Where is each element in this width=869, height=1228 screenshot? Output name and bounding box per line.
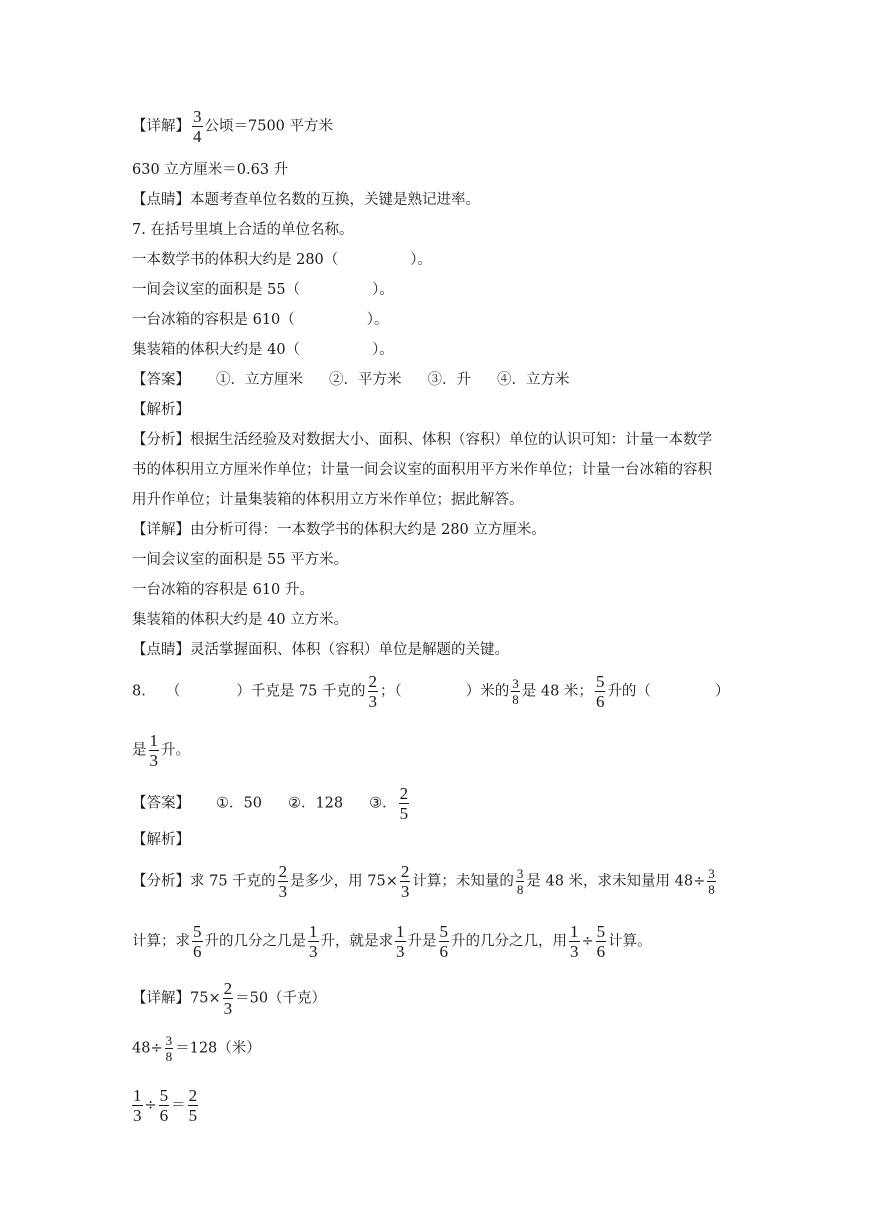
q8-xiangjie-1: 【详解】75× $\frac{2}{3}$ ＝50（千克） [132,979,327,1018]
q7-xiangjie-3: 一台冰箱的容积是 610 升。 [132,582,314,598]
q8-question-line-1: 8. （ ）千克是 75 千克的 $\frac{2}{3}$ ；（ ）米的 $\frac{3}{8}$ 是 48 米； $\frac{5}{6}$ 升的（ ） [132,672,730,711]
q7-item-2: 一间会议室的面积是 55（ ）。 [132,282,394,298]
q8-answer: 【答案】 ①．50 ②．128 ③． $\frac{2}{5}$ [132,784,409,823]
q7-item-3: 一台冰箱的容积是 610（ ）。 [132,312,389,328]
q8-fenxi-line-2: 计算；求 $\frac{5}{6}$ 升的几分之几是 $\frac{1}{3}$ 升，就是求 $\frac{1}{3}$ 升是 $\frac{5}{6}$ 升的几分之几，用 $\frac{1}{3}$ ÷ $\frac{5}{6}$ 计算。 [132,922,652,961]
q7-jiexi: 【解析】 [132,402,190,418]
q8-xiangjie-2: 48÷ $\frac{3}{8}$ ＝128（米） [132,1033,261,1064]
q7-item-1: 一本数学书的体积大约是 280（ ）。 [132,252,433,268]
detail-line-1: 【详解】 $\frac{3}{4}$ 公顷＝7500 平方米 [132,107,334,146]
q8-jiexi: 【解析】 [132,832,190,848]
fraction-3-8: $\frac{3}{8}$ [512,676,519,707]
q7-title: 7. 在括号里填上合适的单位名称。 [132,222,354,238]
q7-fenxi-3: 用升作单位；计量集装箱的体积用立方米作单位；据此解答。 [132,492,524,508]
q7-fenxi-1: 【分析】根据生活经验及对数据大小、面积、体积（容积）单位的认识可知：计量一本数学 [132,432,712,448]
fraction-5-6: $\frac{5}{6}$ [595,672,605,711]
q7-xiangjie-1: 【详解】由分析可得：一本数学书的体积大约是 280 立方厘米。 [132,522,546,538]
q8-fenxi-line-1: 【分析】求 75 千克的 $\frac{2}{3}$ 是多少，用 75× $\frac{2}{3}$ 计算；未知量的 $\frac{3}{8}$ 是 48 米，求未知量用 48÷ $\frac{3}{8}$ [132,862,715,901]
q7-dianjing: 【点睛】灵活掌握面积、体积（容积）单位是解题的关键。 [132,642,509,658]
q8-question-line-2: 是 $\frac{1}{3}$ 升。 [132,731,190,770]
q7-xiangjie-4: 集装箱的体积大约是 40 立方米。 [132,612,349,628]
fraction-2-3: $\frac{2}{3}$ [368,672,378,711]
dianjing-line: 【点睛】本题考查单位名数的互换，关键是熟记进率。 [132,192,480,208]
q7-xiangjie-2: 一间会议室的面积是 55 平方米。 [132,552,349,568]
fraction-2-5: $\frac{2}{5}$ [399,784,409,823]
q7-item-4: 集装箱的体积大约是 40（ ）。 [132,342,394,358]
fraction-1-3: $\frac{1}{3}$ [149,731,158,770]
q7-answer: 【答案】 ①．立方厘米 ②．平方米 ③．升 ④．立方米 [132,372,570,388]
q7-fenxi-2: 书的体积用立方厘米作单位；计量一间会议室的面积用平方米作单位；计量一台冰箱的容积 [132,462,712,478]
fraction-3-4: $\frac{3}{4}$ [193,107,202,146]
q8-xiangjie-3: $\frac{1}{3}$ ÷ $\frac{5}{6}$ ＝ $\frac{2}{5}$ [133,1086,198,1125]
detail-line-2: 630 立方厘米＝0.63 升 [132,162,289,178]
detail-tag: 【详解】 [132,118,190,135]
